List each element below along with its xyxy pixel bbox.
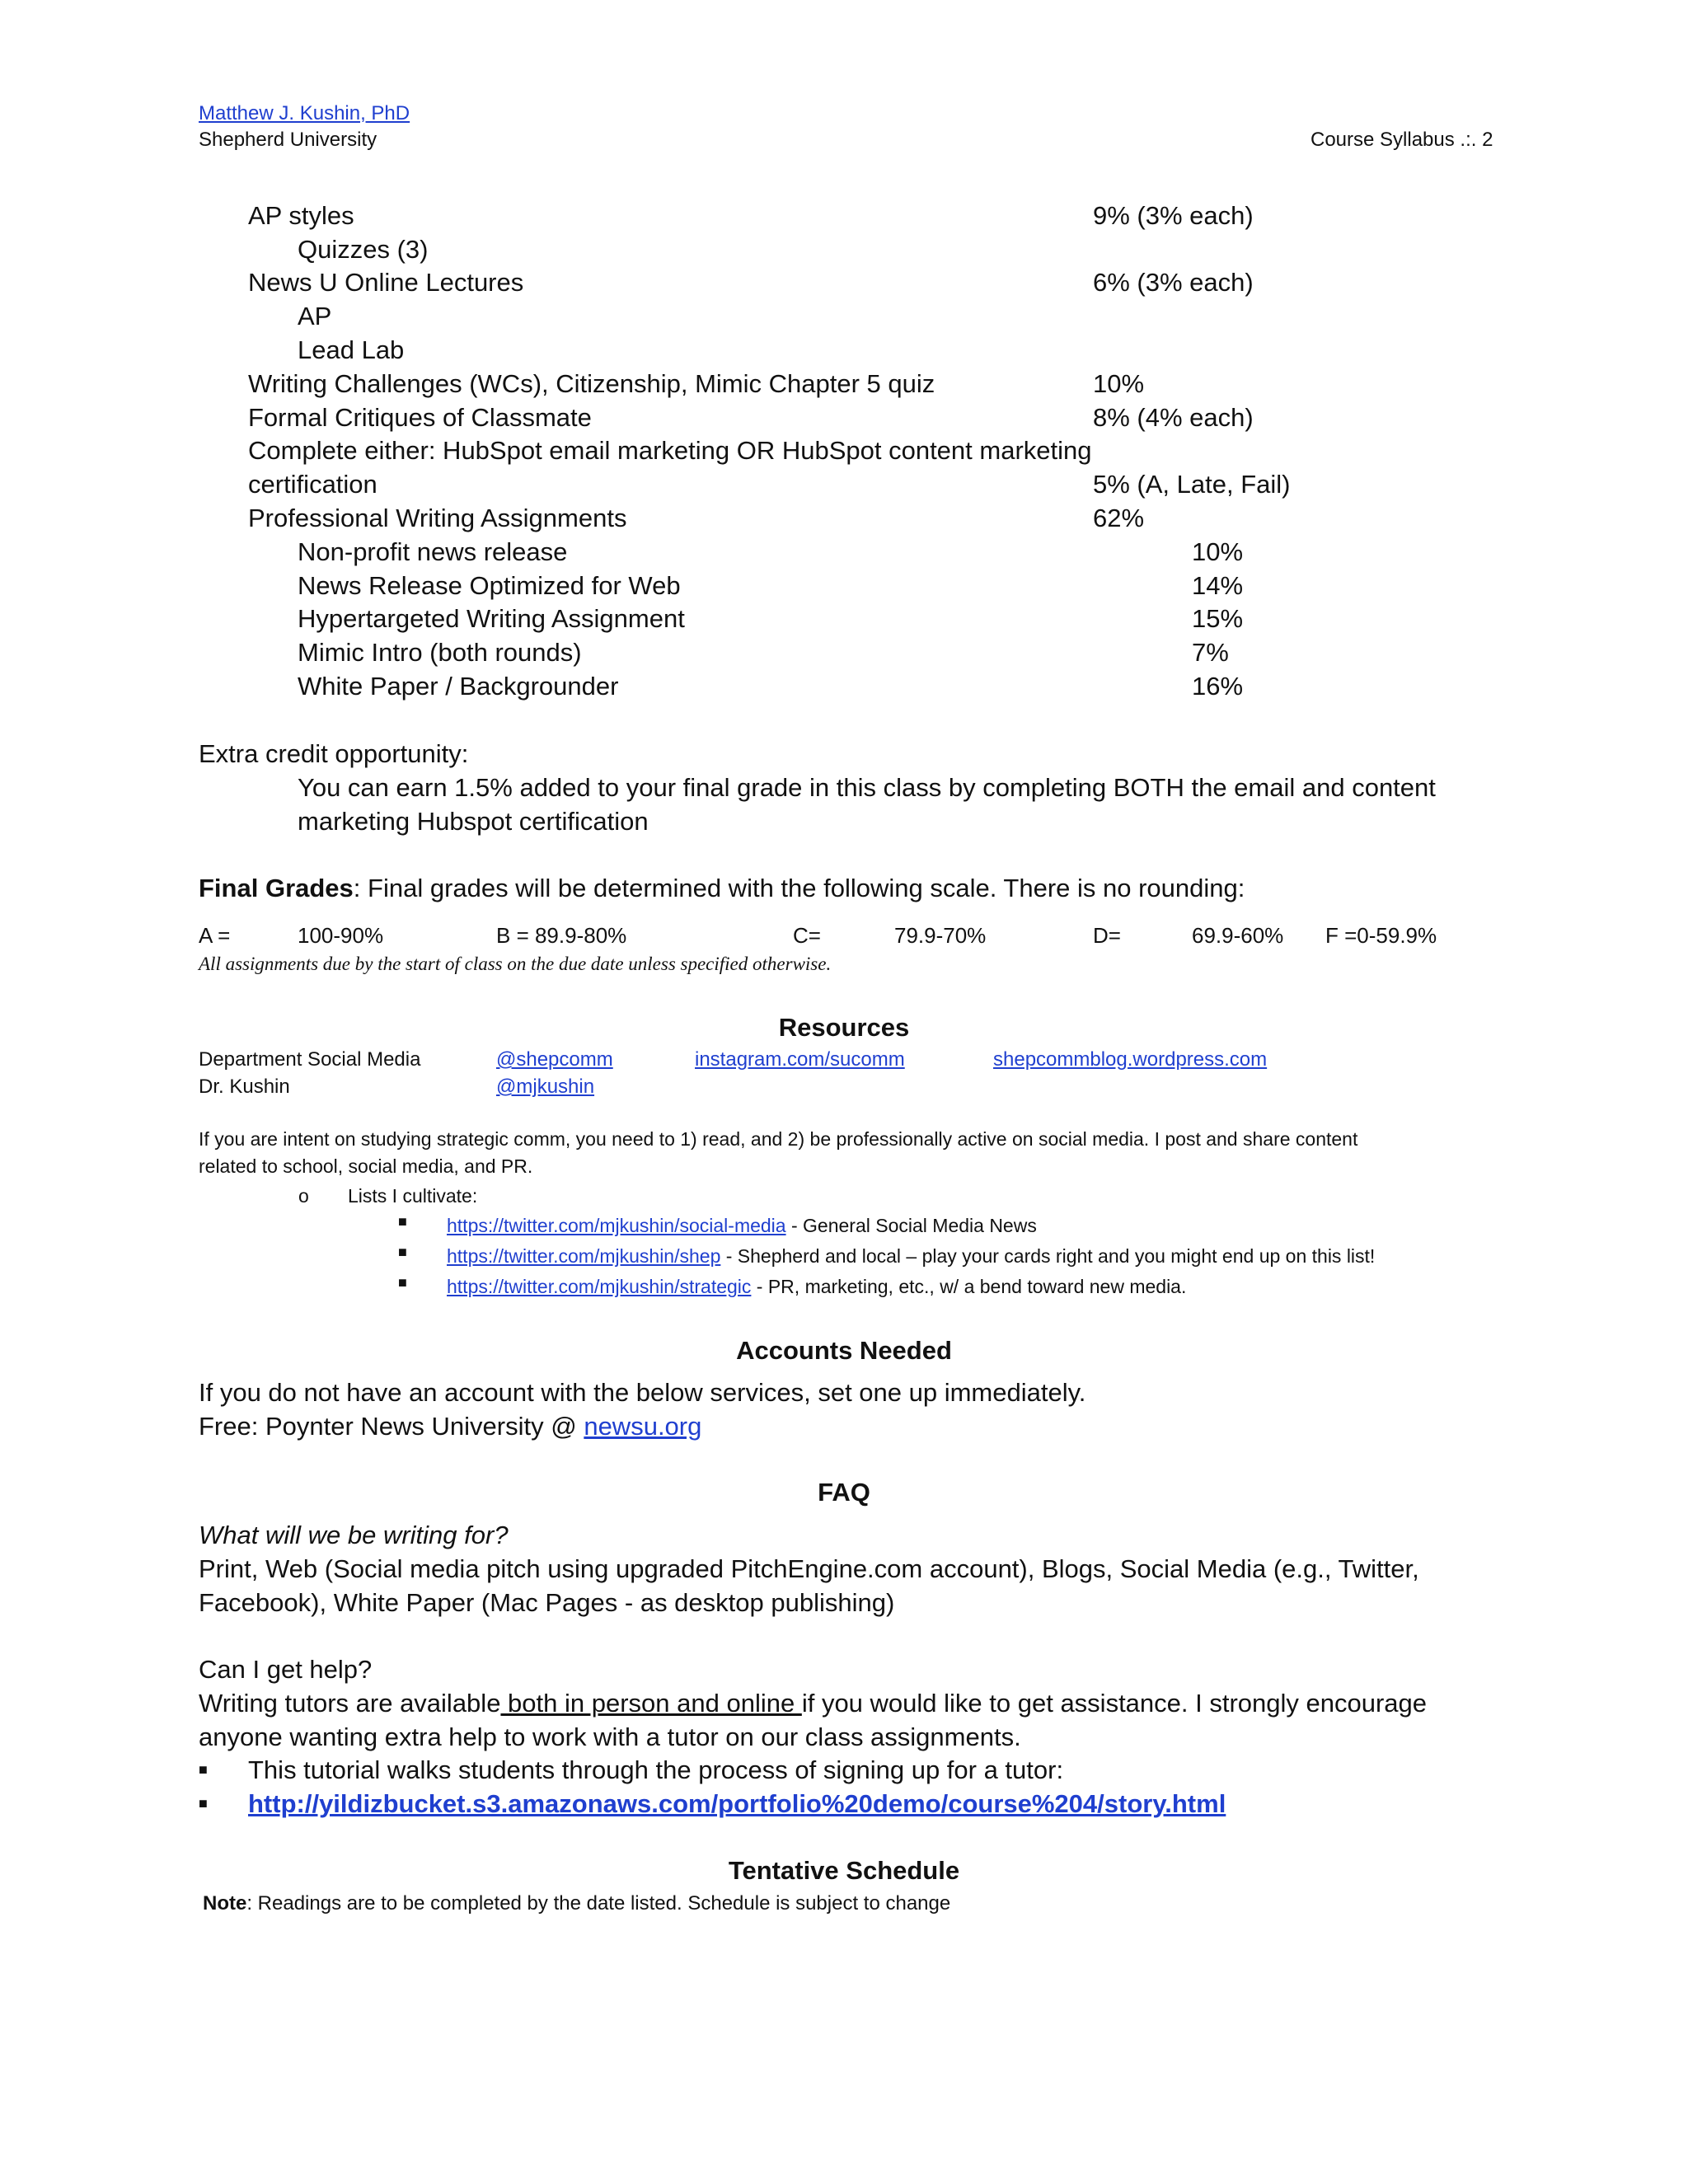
- grading-row-label: certification: [248, 470, 377, 499]
- grading-row-value: 9% (3% each): [1093, 201, 1254, 230]
- square-bullet-icon: ■: [398, 1213, 407, 1230]
- tutorial-bullet-text: This tutorial walks students through the process of signing up for a tutor:: [248, 1755, 1064, 1784]
- grading-row-value: 8% (4% each): [1093, 403, 1254, 432]
- faq-answer-line: Facebook), White Paper (Mac Pages - as desktop publishing): [199, 1588, 895, 1617]
- extra-credit-title: Extra credit opportunity:: [199, 739, 469, 768]
- twitter-list-desc: - General Social Media News: [785, 1215, 1037, 1236]
- university-name: Shepherd University: [199, 129, 377, 151]
- twitter-list-link[interactable]: https://twitter.com/mjkushin/shep: [447, 1245, 721, 1267]
- grade-letter: F =0-59.9%: [1325, 923, 1437, 948]
- schedule-note-label: Note: [203, 1892, 247, 1915]
- page-label: Course Syllabus .:. 2: [1311, 129, 1493, 151]
- shepcomm-link[interactable]: @shepcomm: [496, 1048, 613, 1071]
- square-bullet-icon: ■: [199, 1761, 208, 1778]
- faq-question: Can I get help?: [199, 1655, 373, 1684]
- twitter-list-link[interactable]: https://twitter.com/mjkushin/social-media: [447, 1215, 786, 1236]
- resources-paragraph-line: related to school, social media, and PR.: [199, 1155, 533, 1177]
- grade-letter: D=: [1093, 923, 1121, 948]
- extra-credit-line: marketing Hubspot certification: [298, 807, 649, 836]
- grading-row-label: Professional Writing Assignments: [248, 504, 627, 532]
- grading-row-label: Quizzes (3): [298, 235, 429, 264]
- square-bullet-icon: ■: [199, 1795, 208, 1811]
- faq-answer-prefix: Writing tutors are available: [199, 1689, 501, 1718]
- accounts-heading: Accounts Needed: [736, 1336, 952, 1365]
- grade-letter: A =: [199, 923, 231, 948]
- dept-social-label: Department Social Media: [199, 1048, 421, 1071]
- square-bullet-icon: ■: [398, 1274, 407, 1291]
- instagram-link[interactable]: instagram.com/sucomm: [695, 1048, 905, 1071]
- schedule-note-text: : Readings are to be completed by the date listed. Schedule is subject to change: [246, 1892, 951, 1915]
- accounts-line: If you do not have an account with the below services, set one up immediately.: [199, 1378, 1086, 1407]
- accounts-prefix: Free: Poynter News University @: [199, 1412, 584, 1441]
- grading-row-label: AP: [298, 302, 332, 330]
- grading-row-value: 5% (A, Late, Fail): [1093, 470, 1291, 499]
- final-grades-text: : Final grades will be determined with the following scale. There is no rounding:: [353, 874, 1245, 902]
- grade-range: 69.9-60%: [1192, 923, 1284, 948]
- lists-label: Lists I cultivate:: [348, 1185, 478, 1207]
- resources-paragraph-line: If you are intent on studying strategic comm, you need to 1) read, and 2) be professionally active on social media. I post and share content: [199, 1128, 1358, 1150]
- sub-assignment-label: News Release Optimized for Web: [298, 571, 681, 600]
- twitter-list-desc: - PR, marketing, etc., w/ a bend toward new media.: [751, 1276, 1187, 1297]
- newsu-link[interactable]: newsu.org: [584, 1412, 702, 1441]
- grading-row-label: Complete either: HubSpot email marketing OR HubSpot content marketing: [248, 436, 1092, 465]
- twitter-list-item: [447, 1212, 1037, 1240]
- grading-row-label: Writing Challenges (WCs), Citizenship, Mimic Chapter 5 quiz: [248, 369, 935, 398]
- sub-assignment-value: 14%: [1192, 571, 1244, 600]
- grade-range: 79.9-70%: [894, 923, 987, 948]
- final-grades-label: Final Grades: [199, 874, 354, 902]
- author-link[interactable]: Matthew J. Kushin, PhD: [199, 102, 410, 124]
- due-date-note: All assignments due by the start of class on the due date unless specified otherwise.: [199, 954, 832, 974]
- sub-assignment-value: 15%: [1192, 604, 1244, 633]
- twitter-list-desc: - Shepherd and local – play your cards right and you might end up on this list!: [720, 1245, 1376, 1267]
- sub-assignment-label: Mimic Intro (both rounds): [298, 638, 582, 667]
- grade-letter: C=: [793, 923, 821, 948]
- tutorial-link[interactable]: http://yildizbucket.s3.amazonaws.com/portfolio%20demo/course%204/story.html: [248, 1789, 1226, 1818]
- extra-credit-line: You can earn 1.5% added to your final grade in this class by completing BOTH the email and content: [298, 773, 1436, 802]
- blog-link[interactable]: shepcommblog.wordpress.com: [993, 1048, 1268, 1071]
- faq-answer-line: [199, 1687, 1427, 1720]
- kushin-label: Dr. Kushin: [199, 1076, 290, 1098]
- grade-range: 100-90%: [298, 923, 384, 948]
- grading-row-label: AP styles: [248, 201, 354, 230]
- accounts-line: [199, 1410, 701, 1443]
- twitter-list-item: [447, 1243, 1375, 1270]
- final-grades-intro: [199, 872, 1245, 905]
- grading-row-value: 6% (3% each): [1093, 268, 1254, 297]
- grade-letter: B = 89.9-80%: [496, 923, 627, 948]
- faq-answer-underlined: both in person and online: [500, 1689, 802, 1718]
- grading-row-label: Lead Lab: [298, 335, 405, 364]
- sub-assignment-value: 16%: [1192, 672, 1244, 701]
- twitter-list-link[interactable]: https://twitter.com/mjkushin/strategic: [447, 1276, 752, 1297]
- sub-assignment-label: Non-profit news release: [298, 537, 568, 566]
- grading-row-label: Formal Critiques of Classmate: [248, 403, 592, 432]
- schedule-note: [203, 1890, 950, 1917]
- faq-answer-suffix: if you would like to get assistance. I strongly encourage: [801, 1689, 1428, 1718]
- faq-question: What will we be writing for?: [199, 1521, 509, 1549]
- resources-heading: Resources: [778, 1013, 910, 1042]
- faq-heading: FAQ: [818, 1478, 870, 1507]
- mjkushin-link[interactable]: @mjkushin: [496, 1076, 595, 1098]
- faq-answer-line: Print, Web (Social media pitch using upgraded PitchEngine.com account), Blogs, Social Media (e.g., Twitter,: [199, 1554, 1419, 1583]
- grading-row-label: News U Online Lectures: [248, 268, 524, 297]
- circle-bullet-icon: o: [298, 1185, 309, 1207]
- faq-answer-line: anyone wanting extra help to work with a tutor on our class assignments.: [199, 1722, 1021, 1751]
- square-bullet-icon: ■: [398, 1244, 407, 1260]
- twitter-list-item: [447, 1273, 1186, 1301]
- grading-row-value: 10%: [1093, 369, 1145, 398]
- sub-assignment-label: White Paper / Backgrounder: [298, 672, 619, 701]
- sub-assignment-value: 10%: [1192, 537, 1244, 566]
- grading-row-value: 62%: [1093, 504, 1145, 532]
- sub-assignment-label: Hypertargeted Writing Assignment: [298, 604, 685, 633]
- schedule-heading: Tentative Schedule: [728, 1856, 960, 1885]
- sub-assignment-value: 7%: [1192, 638, 1229, 667]
